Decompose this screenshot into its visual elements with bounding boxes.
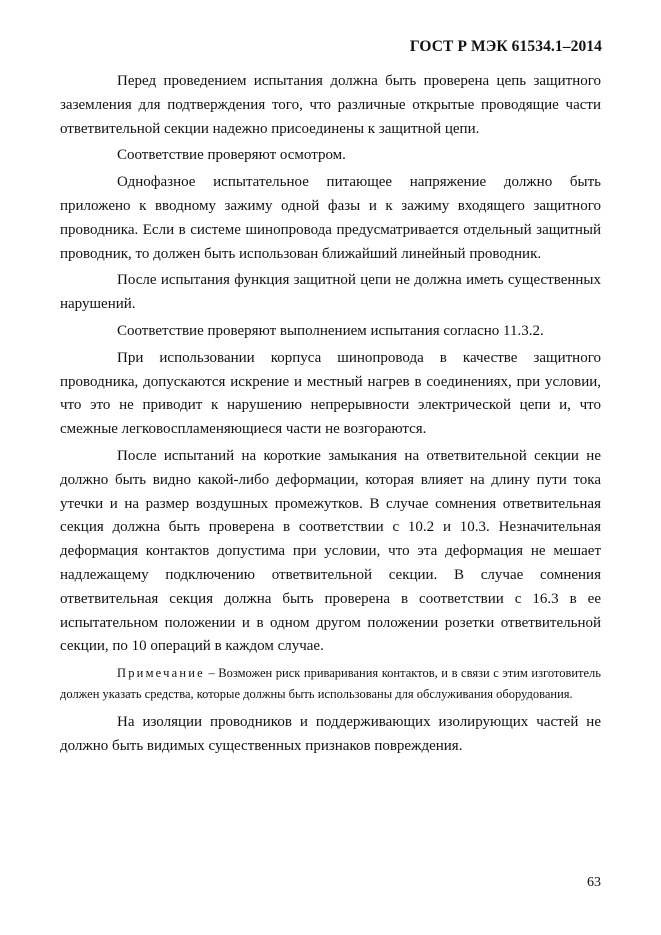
note-label: Примечание [117, 666, 205, 681]
note [60, 663, 601, 705]
page-number: 63 [587, 875, 601, 890]
paragraph-after-test: После испытания функция защитной цепи не должна иметь существенных нарушений. [60, 272, 601, 313]
paragraph-protective-circuit-check: Перед проведением испытания должна быть проверена цепь защитного заземления для подтверждения того, что различные открытые проводящие части ответвительной секции надежно присоединены к защитной цепи. [60, 73, 601, 137]
note-text: – Возможен риск приваривания контактов, и в связи с этим изготовитель должен указать средства, которые должны быть использованы для обслуживания оборудования. [60, 666, 601, 702]
paragraph-single-phase-voltage: Однофазное испытательное питающее напряжение должно быть приложено к вводному зажиму одной фазы и к зажиму входящего защитного проводника. Если в системе шинопровода предусматривается отдельный защитный проводник, то должен быть использован ближайший линейный проводник. [60, 174, 601, 262]
paragraph-busway-enclosure: При использовании корпуса шинопровода в качестве защитного проводника, допускаются искрение и местный нагрев в соединениях, при условии, что это не приводит к нарушению непрерывности электрической цепи и, что смежные легковоспламеняющиеся части не возгораются. [60, 349, 601, 438]
document-body [60, 70, 601, 762]
paragraph-short-circuit: После испытаний на короткие замыкания на ответвительной секции не должно быть видно какой-либо деформации, которая влияет на длину пути тока утечки и на размер воздушных промежутков. В случае сомнения ответвительная секция должна быть проверена в соответствии с 10.2 и 10.3. Незначительная деформация контактов допустима при условии, что эта деформация не мешает надлежащему подключению ответвительной секции. В случае сомнения ответвительная секция должна быть проверена в соответствии с 16.3 в ее испытательном положении и в одном другом положении розетки ответвительной секции, по 10 операций в каждом случае. [60, 447, 601, 655]
document-header: ГОСТ Р МЭК 61534.1–2014 [409, 38, 602, 55]
paragraph-insulation: На изоляции проводников и поддерживающих изолирующих частей не должно быть видимых существенных признаков повреждения. [60, 714, 601, 754]
paragraph-test-compliance: Соответствие проверяют выполнением испытания согласно 11.3.2. [117, 322, 544, 339]
paragraph-inspection-compliance: Соответствие проверяют осмотром. [117, 147, 346, 164]
